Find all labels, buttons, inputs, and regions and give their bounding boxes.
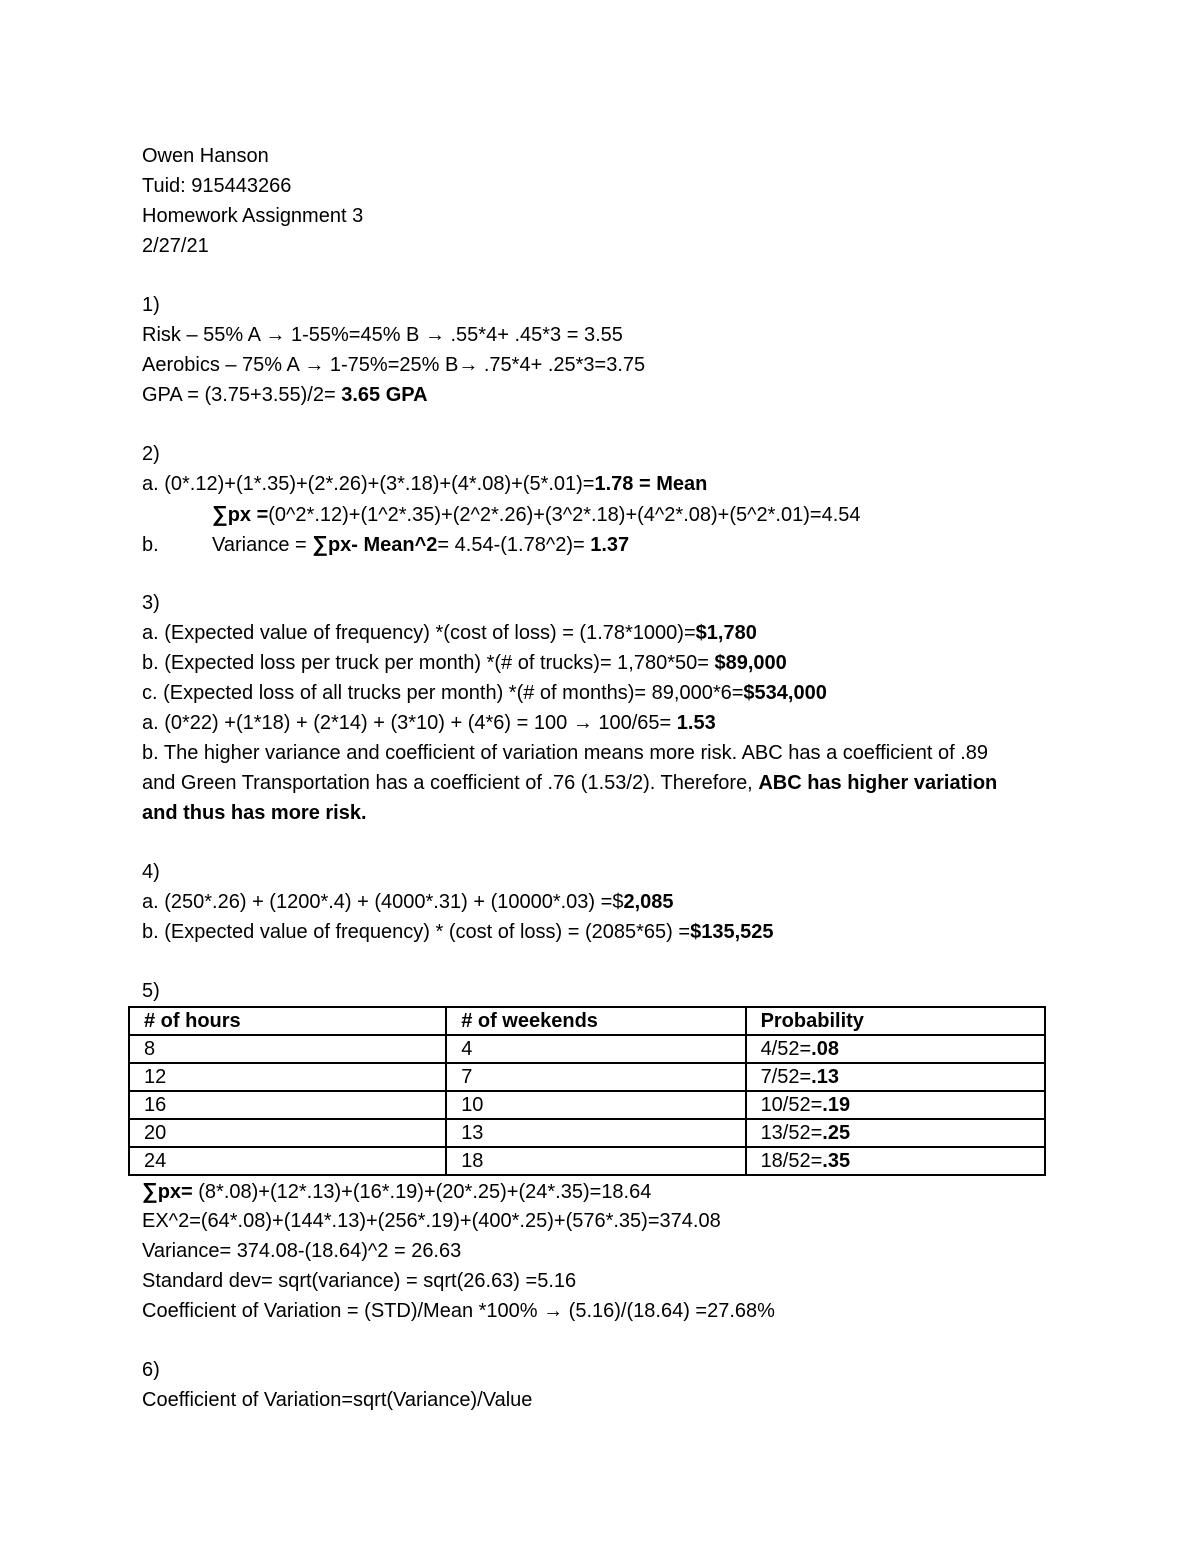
question-1-label: 1) [142, 294, 160, 316]
table-cell-hours: 20 [129, 1119, 446, 1147]
table-cell-weekends: 10 [446, 1091, 745, 1119]
q3-a-line: a. (Expected value of frequency) *(cost of loss) = (1.78*1000)=$1,780 [142, 622, 757, 644]
arrow-icon: → [265, 324, 286, 346]
question-6-label: 6) [142, 1359, 160, 1381]
arrow-icon: → [304, 354, 325, 376]
sigma-icon: ∑ [312, 531, 328, 556]
q5-variance-line: Variance= 374.08-(18.64)^2 = 26.63 [142, 1240, 462, 1262]
question-3-label: 3) [142, 592, 160, 614]
question-5-label: 5) [142, 980, 160, 1002]
student-name: Owen Hanson [142, 145, 269, 167]
q1-aerobics-line: Aerobics – 75% A → 1-75%=25% B→ .75*4+ .25*3=3.75 [142, 354, 646, 376]
sigma-icon: ∑ [142, 1178, 158, 1203]
arrow-icon: → [543, 1300, 564, 1322]
q3-b2-line-3: and thus has more risk. [142, 802, 367, 824]
table-cell-probability: 10/52=.19 [746, 1091, 1045, 1119]
q5-ex2-line: EX^2=(64*.08)+(144*.13)+(256*.19)+(400*.25)+(576*.35)=374.08 [142, 1210, 721, 1232]
column-header: # of weekends [446, 1007, 745, 1035]
table-row [129, 1063, 1045, 1091]
q3-b-line: b. (Expected loss per truck per month) *(# of trucks)= 1,780*50= $89,000 [142, 652, 787, 674]
arrow-icon: → [572, 712, 593, 734]
q1-risk-line: Risk – 55% A → 1-55%=45% B → .55*4+ .45*3 = 3.55 [142, 324, 623, 346]
probability-table [128, 1006, 1046, 1176]
student-tuid: Tuid: 915443266 [142, 175, 292, 197]
table-cell-hours: 16 [129, 1091, 446, 1119]
q2-variance-line: b. Variance = ∑px- Mean^2= 4.54-(1.78^2)= 1.37 [142, 531, 630, 556]
table-cell-probability: 4/52=.08 [746, 1035, 1045, 1063]
table-row [129, 1147, 1045, 1175]
q1-gpa-line: GPA = (3.75+3.55)/2= 3.65 GPA [142, 384, 428, 406]
table-cell-hours: 12 [129, 1063, 446, 1091]
table-cell-weekends: 13 [446, 1119, 745, 1147]
column-header: # of hours [129, 1007, 446, 1035]
q4-b-line: b. (Expected value of frequency) * (cost of loss) = (2085*65) =$135,525 [142, 921, 774, 943]
q3-a2-line: a. (0*22) +(1*18) + (2*14) + (3*10) + (4*6) = 100 → 100/65= 1.53 [142, 712, 716, 734]
document-page [142, 141, 1062, 1415]
table-cell-weekends: 18 [446, 1147, 745, 1175]
table-row [129, 1119, 1045, 1147]
table-cell-hours: 8 [129, 1035, 446, 1063]
assignment-date: 2/27/21 [142, 235, 209, 257]
q5-stddev-line: Standard dev= sqrt(variance) = sqrt(26.63) =5.16 [142, 1270, 577, 1292]
table-cell-weekends: 7 [446, 1063, 745, 1091]
sigma-icon: ∑ [212, 501, 228, 526]
table-cell-probability: 18/52=.35 [746, 1147, 1045, 1175]
column-header: Probability [746, 1007, 1045, 1035]
table-cell-weekends: 4 [446, 1035, 745, 1063]
table-cell-hours: 24 [129, 1147, 446, 1175]
table-header-row [129, 1007, 1045, 1035]
q6-cv-line: Coefficient of Variation=sqrt(Variance)/Value [142, 1389, 533, 1411]
q5-cv-line: Coefficient of Variation = (STD)/Mean *100% → (5.16)/(18.64) =27.68% [142, 1300, 775, 1322]
table-cell-probability: 7/52=.13 [746, 1063, 1045, 1091]
question-2-label: 2) [142, 443, 160, 465]
q3-c-line: c. (Expected loss of all trucks per month) *(# of months)= 89,000*6=$534,000 [142, 682, 827, 704]
q3-b2-line-1: b. The higher variance and coefficient of variation means more risk. ABC has a coefficient of .89 [142, 742, 989, 764]
arrow-icon: → [458, 354, 479, 376]
assignment-title: Homework Assignment 3 [142, 205, 364, 227]
q5-sum-line: ∑px= (8*.08)+(12*.13)+(16*.19)+(20*.25)+(24*.35)=18.64 [142, 1178, 652, 1203]
table-row [129, 1035, 1045, 1063]
q4-a-line: a. (250*.26) + (1200*.4) + (4000*.31) + (10000*.03) =$2,085 [142, 891, 674, 913]
q2-mean-line: a. (0*.12)+(1*.35)+(2*.26)+(3*.18)+(4*.08)+(5*.01)=1.78 = Mean [142, 473, 708, 495]
q2-sum-line: ∑px =(0^2*.12)+(1^2*.35)+(2^2*.26)+(3^2*.18)+(4^2*.08)+(5^2*.01)=4.54 [212, 501, 861, 526]
table-row [129, 1091, 1045, 1119]
question-4-label: 4) [142, 861, 160, 883]
table-cell-probability: 13/52=.25 [746, 1119, 1045, 1147]
arrow-icon: → [424, 324, 445, 346]
q3-b2-line-2: and Green Transportation has a coefficient of .76 (1.53/2). Therefore, ABC has higher variation [142, 772, 998, 794]
